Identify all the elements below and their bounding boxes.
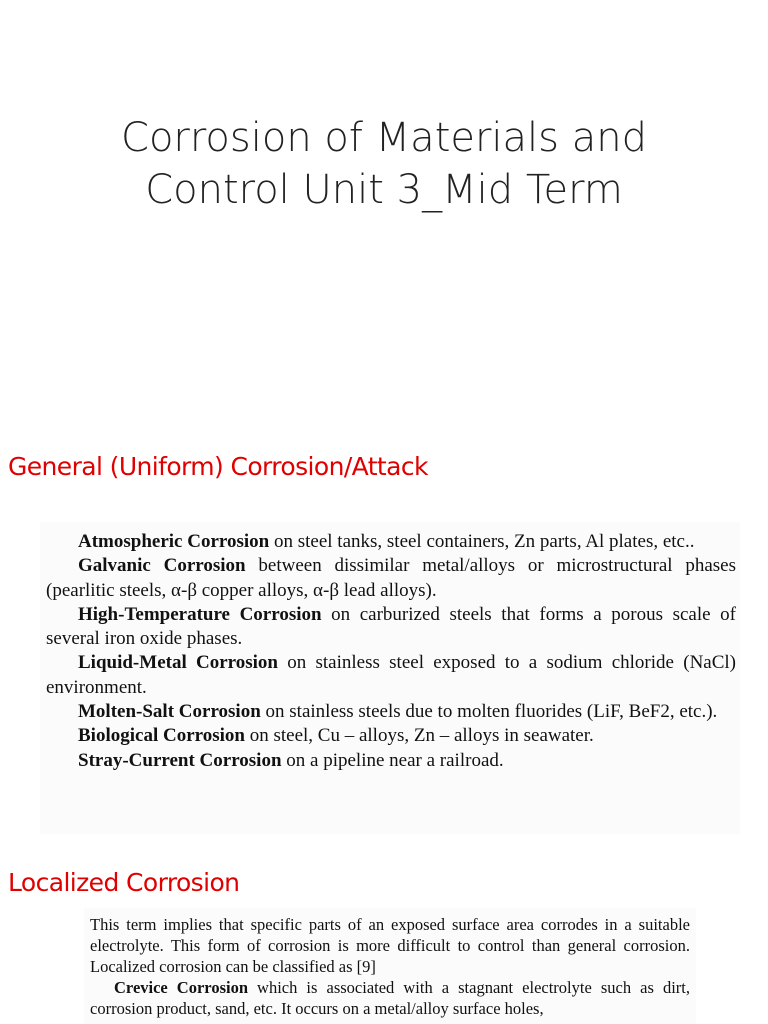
title-line-1: Corrosion of Materials and bbox=[121, 115, 647, 161]
general-corrosion-heading: General (Uniform) Corrosion/Attack bbox=[8, 452, 428, 481]
title-line-2: Control Unit 3_Mid Term bbox=[145, 167, 623, 213]
paragraph: Crevice Corrosion which is associated with a stagnant electrolyte such as dirt, corrosion product, sand, etc. It occurs on a metal/alloy surface holes, bbox=[90, 978, 690, 1018]
slide-title bbox=[0, 112, 768, 216]
list-item: Biological Corrosion on steel, Cu – alloys, Zn – alloys in seawater. bbox=[78, 725, 594, 747]
localized-corrosion-text bbox=[90, 914, 690, 1024]
general-corrosion-list bbox=[46, 530, 736, 830]
list-item: Molten-Salt Corrosion on stainless steels due to molten fluorides (LiF, BeF2, etc.). bbox=[78, 701, 718, 723]
list-item: Liquid-Metal Corrosion on stainless steel exposed to a sodium chloride (NaCl) environment. bbox=[46, 652, 736, 698]
localized-corrosion-heading: Localized Corrosion bbox=[8, 868, 240, 897]
list-item: Atmospheric Corrosion on steel tanks, steel containers, Zn parts, Al plates, etc.. bbox=[78, 531, 695, 552]
paragraph: This term implies that specific parts of an exposed surface area corrodes in a suitable electrolyte. This form of corrosion is more difficult to control than general corrosion. Localized corrosion can be classified as [9] bbox=[90, 915, 690, 976]
list-item: High-Temperature Corrosion on carburized steels that forms a porous scale of several iron oxide phases. bbox=[46, 603, 736, 650]
list-item: Galvanic Corrosion between dissimilar metal/alloys or microstructural phases (pearlitic steels, α-β copper alloys, α-β lead alloys). bbox=[46, 555, 736, 601]
list-item: Stray-Current Corrosion on a pipeline near a railroad. bbox=[78, 749, 504, 771]
